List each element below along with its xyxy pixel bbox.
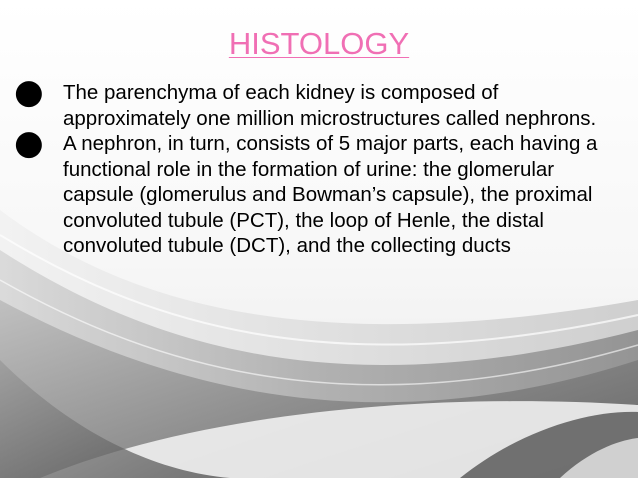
bullet-item — [14, 123, 599, 259]
bullet-text: The parenchyma of each kidney is composed of approximately one million microstructures called nephrons. — [63, 81, 597, 130]
bullet-list — [14, 72, 599, 259]
slide-title: HISTOLOGY — [228, 26, 410, 61]
bullet-icon: ● — [14, 123, 44, 163]
bullet-item — [14, 72, 599, 131]
bullet-icon: ● — [14, 72, 44, 112]
bullet-text: A nephron, in turn, consists of 5 major parts, each having a functional role in the formation of urine: the glomerular capsule (glomerulus and Bowman’s capsule), the proximal convoluted tubule (PCT), the loop of Henle, the distal convoluted tubule (DCT), and the collecting ducts — [63, 132, 598, 257]
